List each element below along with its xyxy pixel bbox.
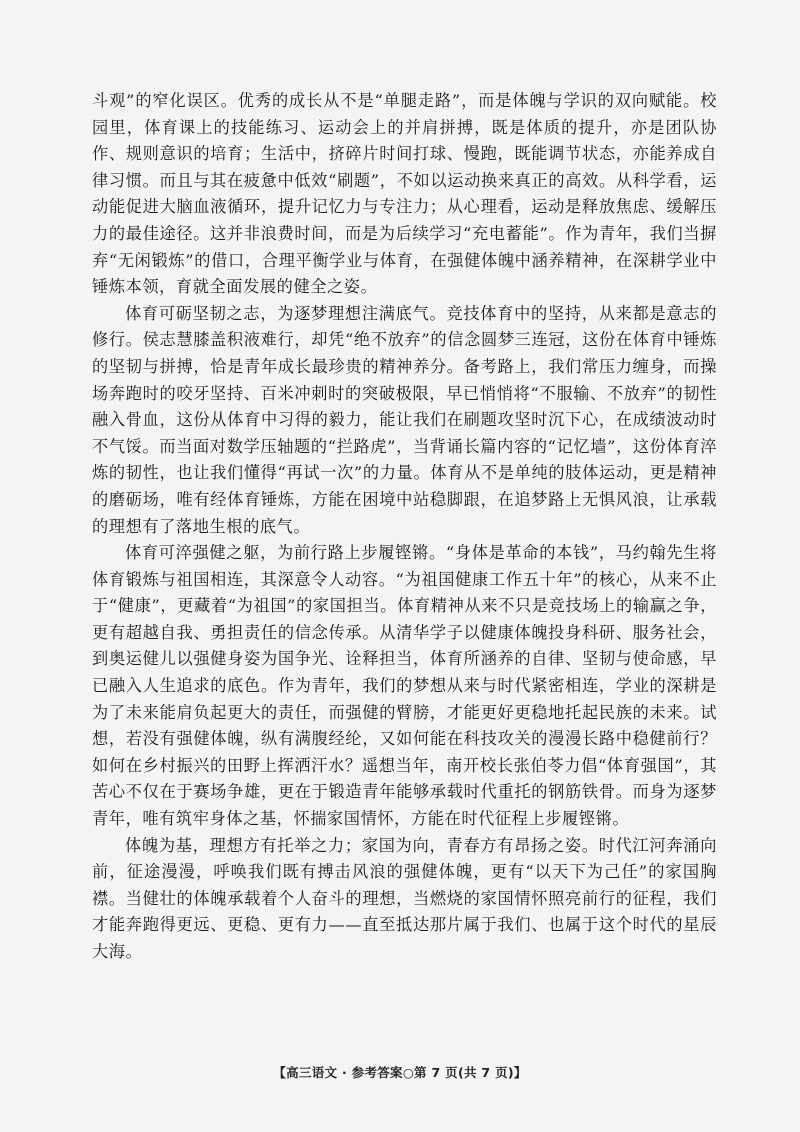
essay-paragraph-3: 体育可淬强健之躯，为前行路上步履铿锵。“身体是革命的本钱”，马约翰先生将体育锻炼与祖国相连，其深意令人动容。“为祖国健康工作五十年”的核心，从来不止于“健康”，更藏着“为祖国”的家国担当。体育精神从来不只是竞技场上的输赢之争，更有超越自我、勇担责任的信念传承。从清华学子以健康体魄投身科研、服务社会，到奥运健儿以强健身姿为国争光、诠释担当，体育所涵养的自律、坚韧与使命感，早已融入人生追求的底色。作为青年，我们的梦想从来与时代紧密相连，学业的深耕是为了未来能肩负起更大的责任，而强健的臂膀，才能更好更稳地托起民族的未来。试想，若没有强健体魄，纵有满腹经纶，又如何能在科技攻关的漫漫长路中稳健前行？如何在乡村振兴的田野上挥洒汗水？遥想当年，南开校长张伯苓力倡“体育强国”，其苦心不仅在于赛场争雄，更在于锻造青年能够承载时代重托的钢筋铁骨。而身为逐梦青年，唯有筑牢身体之基，怀揣家国情怀，方能在时代征程上步履铿锵。 <box>92 543 717 829</box>
page-footer: 【高三语文 · 参考答案○第 7 页(共 7 页)】 <box>273 1065 527 1080</box>
essay-body <box>92 88 717 966</box>
essay-paragraph-4: 体魄为基，理想方有托举之力；家国为向，青春方有昂扬之姿。时代江河奔涌向前，征途漫漫，呼唤我们既有搏击风浪的强健体魄，更有“以天下为己任”的家国胸襟。当健壮的体魄承载着个人奋斗的理想，当燃烧的家国情怀照亮前行的征程，我们才能奔跑得更远、更稳、更有力——直至抵达那片属于我们、也属于这个时代的星辰大海。 <box>92 835 717 961</box>
essay-paragraph-2: 体育可砺坚韧之志，为逐梦理想注满底气。竞技体育中的坚持，从来都是意志的修行。侯志慧膝盖积液难行，却凭“绝不放弃”的信念圆梦三连冠，这份在体育中锤炼的坚韧与拼搏，恰是青年成长最珍贵的精神养分。备考路上，我们常压力缠身，而操场奔跑时的咬牙坚持、百米冲刺时的突破极限，早已悄悄将“不服输、不放弃”的韧性融入骨血，这份从体育中习得的毅力，能让我们在刷题攻坚时沉下心，在成绩波动时不气馁。而当面对数学压轴题的“拦路虎”，当背诵长篇内容的“记忆墙”，这份体育淬炼的韧性，也让我们懂得“再试一次”的力量。体育从不是单纯的肢体运动，更是精神的磨砺场，唯有经体育锤炼，方能在困境中站稳脚跟，在追梦路上无惧风浪，让承载的理想有了落地生根的底气。 <box>92 303 717 536</box>
essay-paragraph-1: 斗观”的窄化误区。优秀的成长从不是“单腿走路”，而是体魄与学识的双向赋能。校园里，体育课上的技能练习、运动会上的并肩拼搏，既是体质的提升，亦是团队协作、规则意识的培育；生活中，挤碎片时间打球、慢跑，既能调节状态，亦能养成自律习惯。而且与其在疲惫中低效“刷题”，不如以运动换来真正的高效。从科学看，运动能促进大脑血液循环，提升记忆力与专注力；从心理看，运动是释放焦虑、缓解压力的最佳途径。这并非浪费时间，而是为后续学习“充电蓄能”。作为青年，我们当摒弃“无闲锻炼”的借口，合理平衡学业与体育，在强健体魄中涵养精神，在深耕学业中锤炼本领，育就全面发展的健全之姿。 <box>92 91 717 297</box>
